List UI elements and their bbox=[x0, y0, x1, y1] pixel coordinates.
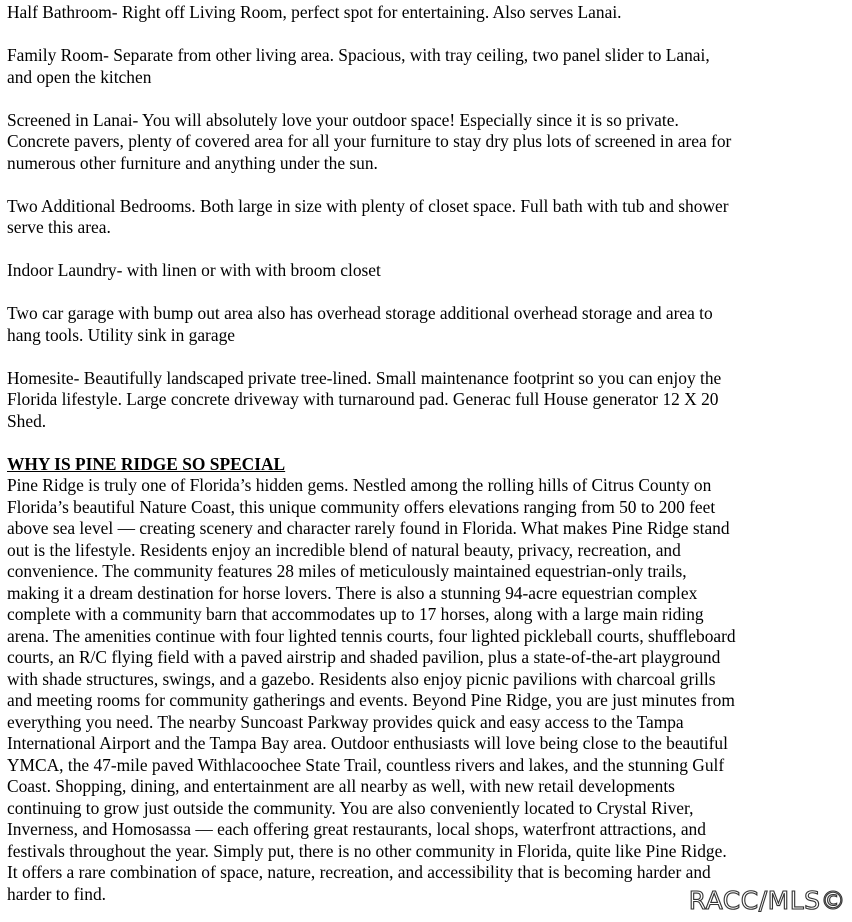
paragraph-additional-bedrooms: Two Additional Bedrooms. Both large in size with plenty of closet space. Full bath with tub and shower serve this area. bbox=[7, 195, 729, 237]
paragraph-indoor-laundry: Indoor Laundry- with linen or with with broom closet bbox=[7, 260, 381, 280]
paragraph-screened-lanai: Screened in Lanai- You will absolutely love your outdoor space! Especially since it is so private. Concrete pavers, plenty of covered area for all your furniture to stay dry plus lots of screened in area for numerous other furniture and anything under the sun. bbox=[7, 109, 732, 173]
section-heading: WHY IS PINE RIDGE SO SPECIAL bbox=[7, 453, 286, 474]
section-body: Pine Ridge is truly one of Florida’s hidden gems. Nestled among the rolling hills of Citrus County on Florida’s beautiful Nature Coast, this unique community offers elevations ranging from 50 to 200 feet above sea level — creating scenery and character rarely found in Florida. What makes Pine Ridge stand out is the lifestyle. Residents enjoy an incredible blend of natural beauty, privacy, recreation, and convenience. The community features 28 miles of meticulously maintained equestrian-only trails, making it a dream destination for horse lovers. There is also a stunning 94-acre equestrian complex complete with a community barn that accommodates up to 17 horses, along with a large main riding arena. The amenities continue with four lighted tennis courts, four lighted pickleball courts, shuffleboard courts, an R/C flying field with a paved airstrip and shaded pavilion, plus a state-of-the-art playground with shade structures, swings, and a gazebo. Residents also enjoy picnic pavilions with charcoal grills and meeting rooms for community gatherings and events. Beyond Pine Ridge, you are just minutes from everything you need. The nearby Suncoast Parkway provides quick and easy access to the Tampa International Airport and the Tampa Bay area. Outdoor enthusiasts will love being close to the beautiful YMCA, the 47-mile paved Withlacoochee State Trail, countless rivers and lakes, and the stunning Gulf Coast. Shopping, dining, and entertainment are all nearby as well, with new retail developments continuing to grow just outside the community. You are also conveniently located to Crystal River, Inverness, and Homosassa — each offering great restaurants, local shops, waterfront attractions, and festivals throughout the year. Simply put, there is no other community in Florida, quite like Pine Ridge. It offers a rare combination of space, nature, recreation, and accessibility that is becoming harder and harder to find. bbox=[7, 475, 736, 904]
document-body bbox=[7, 2, 737, 905]
paragraph-half-bathroom: Half Bathroom- Right off Living Room, perfect spot for entertaining. Also serves Lanai. bbox=[7, 2, 622, 22]
watermark: RACC/MLS© bbox=[688, 886, 846, 915]
paragraph-homesite: Homesite- Beautifully landscaped private tree-lined. Small maintenance footprint so you can enjoy the Florida lifestyle. Large concrete driveway with turnaround pad. Generac full House generator 12 X 20 Shed. bbox=[7, 367, 722, 431]
paragraph-family-room: Family Room- Separate from other living area. Spacious, with tray ceiling, two panel slider to Lanai, and open the kitchen bbox=[7, 45, 710, 87]
paragraph-garage: Two car garage with bump out area also has overhead storage additional overhead storage and area to hang tools. Utility sink in garage bbox=[7, 303, 713, 345]
